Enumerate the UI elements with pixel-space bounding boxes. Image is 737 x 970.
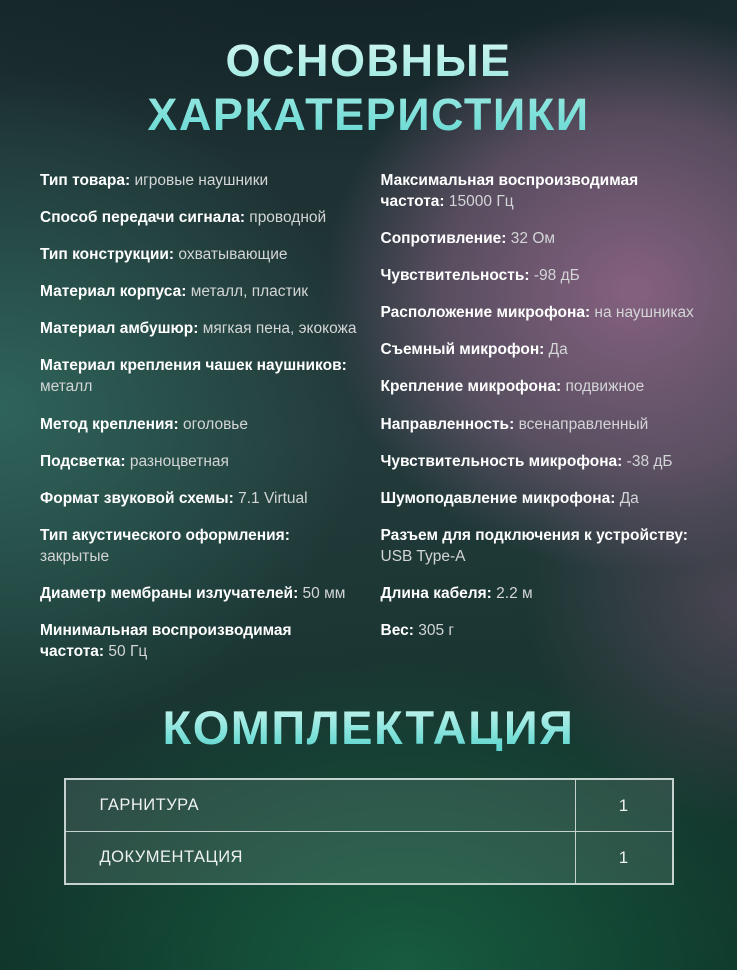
spec-label: Вес: bbox=[380, 622, 414, 640]
spec-label: Шумоподавление микрофона: bbox=[380, 489, 616, 507]
spec-value: оголовье bbox=[183, 415, 248, 433]
spec-item bbox=[381, 339, 698, 360]
spec-value: подвижное bbox=[565, 378, 645, 396]
spec-label: Тип конструкции: bbox=[40, 246, 175, 264]
spec-value: -98 дБ bbox=[533, 267, 580, 285]
spec-value: на наушниках bbox=[594, 304, 694, 322]
spec-label: Подсветка: bbox=[40, 452, 126, 470]
spec-label: Сопротивление: bbox=[380, 230, 507, 248]
package-title: КОМПЛЕКТАЦИЯ bbox=[0, 704, 737, 751]
spec-item bbox=[40, 525, 357, 567]
specs-columns bbox=[0, 170, 737, 678]
spec-label: Крепление микрофона: bbox=[380, 378, 562, 396]
spec-item bbox=[381, 170, 698, 212]
spec-label: Расположение микрофона: bbox=[380, 304, 591, 322]
spec-value: USB Type-A bbox=[380, 547, 466, 565]
spec-item bbox=[381, 583, 698, 604]
spec-item bbox=[40, 244, 357, 265]
spec-item bbox=[40, 207, 357, 228]
package-item-qty-cell: 1 bbox=[575, 780, 672, 831]
spec-value: проводной bbox=[249, 209, 327, 227]
spec-value: металл, пластик bbox=[190, 283, 309, 301]
package-table bbox=[64, 778, 674, 885]
specs-column-right bbox=[381, 170, 698, 678]
package-item-qty-cell: 1 bbox=[575, 832, 672, 883]
spec-item bbox=[381, 414, 698, 435]
spec-item bbox=[40, 318, 357, 339]
spec-label: Тип товара: bbox=[40, 172, 131, 189]
page-title-line1: ОСНОВНЫЕ bbox=[225, 35, 512, 86]
spec-item bbox=[381, 488, 698, 509]
spec-value: 7.1 Virtual bbox=[238, 489, 308, 507]
spec-value: закрытые bbox=[40, 547, 110, 565]
spec-item bbox=[40, 170, 357, 191]
spec-value: Да bbox=[619, 489, 639, 507]
spec-item bbox=[40, 281, 357, 302]
spec-item bbox=[381, 265, 698, 286]
package-table-row bbox=[66, 780, 672, 831]
spec-label: Метод крепления: bbox=[40, 415, 179, 433]
spec-item bbox=[40, 414, 357, 435]
specs-column-left bbox=[40, 170, 357, 678]
spec-value: Да bbox=[548, 341, 568, 359]
spec-value: всенаправленный bbox=[518, 415, 649, 433]
spec-label: Чувствительность: bbox=[380, 267, 530, 285]
spec-label: Съемный микрофон: bbox=[380, 341, 545, 359]
spec-value: -38 дБ bbox=[626, 452, 673, 470]
spec-label: Чувствительность микрофона: bbox=[380, 452, 623, 470]
spec-item bbox=[381, 376, 698, 397]
spec-item bbox=[40, 451, 357, 472]
spec-value: мягкая пена, экокожа bbox=[202, 320, 357, 338]
spec-item bbox=[381, 620, 698, 641]
spec-label: Максимальная воспроизводимая частота: bbox=[380, 172, 639, 211]
spec-label: Тип акустического оформления: bbox=[40, 526, 290, 544]
spec-label: Разъем для подключения к устройству: bbox=[380, 526, 688, 544]
spec-item bbox=[40, 583, 357, 604]
package-item-name-cell: ДОКУМЕНТАЦИЯ bbox=[99, 848, 243, 867]
spec-item bbox=[381, 228, 698, 249]
spec-value: 50 мм bbox=[302, 584, 346, 602]
spec-value: игровые наушники bbox=[134, 172, 269, 189]
spec-item bbox=[40, 620, 357, 662]
spec-item bbox=[381, 451, 698, 472]
spec-label: Диаметр мембраны излучателей: bbox=[40, 584, 299, 602]
package-table-row bbox=[66, 831, 672, 883]
spec-value: 15000 Гц bbox=[448, 193, 514, 211]
spec-item bbox=[381, 525, 698, 567]
spec-label: Длина кабеля: bbox=[380, 584, 492, 602]
spec-value: разноцветная bbox=[129, 452, 229, 470]
spec-value: 2.2 м bbox=[496, 584, 533, 602]
spec-label: Направленность: bbox=[380, 415, 515, 433]
spec-item bbox=[40, 355, 357, 397]
package-item-name-cell: ГАРНИТУРА bbox=[99, 796, 200, 815]
spec-label: Материал крепления чашек наушников: bbox=[40, 357, 347, 375]
spec-value: 305 г bbox=[418, 622, 455, 640]
spec-value: 50 Гц bbox=[108, 643, 148, 661]
page-title-line2: ХАРКАТЕРИСТИКИ bbox=[147, 89, 590, 140]
spec-value: металл bbox=[40, 378, 93, 396]
spec-item bbox=[40, 488, 357, 509]
spec-label: Материал амбушюр: bbox=[40, 320, 199, 338]
spec-item bbox=[381, 302, 698, 323]
spec-label: Способ передачи сигнала: bbox=[40, 209, 245, 227]
spec-label: Формат звуковой схемы: bbox=[40, 489, 234, 507]
page-title bbox=[0, 34, 737, 142]
spec-value: охватывающие bbox=[178, 246, 288, 264]
spec-label: Минимальная воспроизводимая частота: bbox=[40, 622, 292, 661]
spec-value: 32 Ом bbox=[510, 230, 556, 248]
spec-label: Материал корпуса: bbox=[40, 283, 187, 301]
